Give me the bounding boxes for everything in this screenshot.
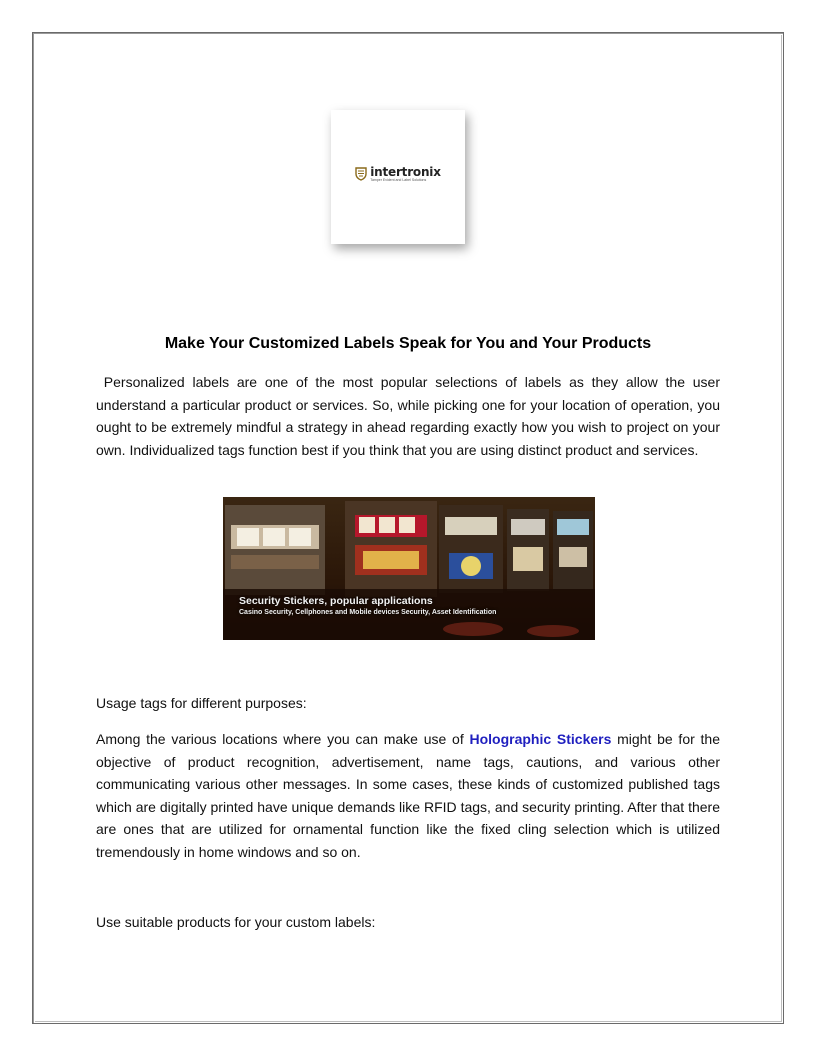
logo-tagline: Tamper Evident and Label Solutions: [370, 177, 427, 182]
section-heading-usage-tags: Usage tags for different purposes:: [96, 695, 307, 711]
section-paragraph-usage: [96, 728, 720, 863]
image-caption: [239, 595, 496, 618]
logo-name: intertronix: [370, 164, 441, 179]
logo: [355, 166, 441, 183]
shield-logo-icon: [355, 167, 367, 181]
image-caption-subtitle: Casino Security, Cellphones and Mobile devices Security, Asset Identification: [239, 609, 497, 616]
document-title: Make Your Customized Labels Speak for You and Your Products: [164, 335, 652, 352]
logo-card: [331, 110, 465, 244]
intro-paragraph: Personalized labels are one of the most popular selections of labels as they allow the user understand a particular product or services. So, while picking one for your location of operation, you ought to be extremely mindful a strategy in ahead regarding exactly how you wish to project on your own. Individualized tags function best if you think that you are using distinct product and services.: [96, 374, 724, 458]
holographic-stickers-link[interactable]: Holographic Stickers: [469, 731, 612, 747]
paragraph-text-start: Among the various locations where you can make use of: [96, 731, 470, 747]
section-heading-suitable-products: Use suitable products for your custom labels:: [96, 914, 376, 930]
slot-machines-illustration: [223, 497, 595, 640]
image-caption-title: Security Stickers, popular applications: [239, 595, 433, 607]
paragraph-text-end: might be for the objective of product recognition, advertisement, name tags, cautions, and various other communicating various other messages. In some cases, these kinds of customized published tags which are digitally printed have unique demands like RFID tags, and security printing. After that there are ones that are utilized for ornamental function like the fixed cling selection which is utilized tremendously in home windows and so on.: [96, 731, 720, 860]
slot-machines-image: [223, 497, 595, 640]
